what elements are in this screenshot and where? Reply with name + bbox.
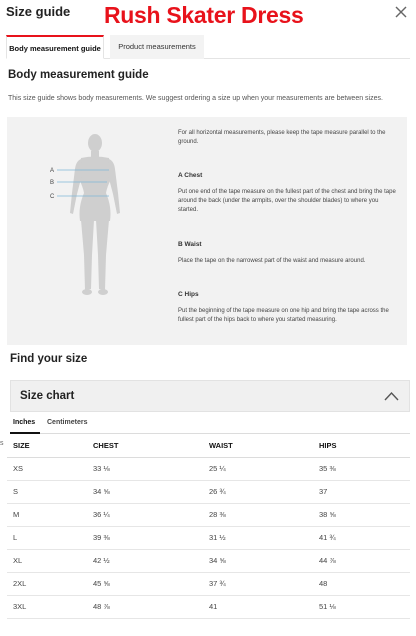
chest-cell: 33 ⅛ [93,457,209,480]
table-row [7,549,410,572]
chest-cell: 39 ⅜ [93,526,209,549]
hips-cell: 37 [319,480,410,503]
column-header-waist: WAIST [209,434,319,457]
unit-tabs [10,415,410,434]
step-text-chest: Put one end of the tape measure on the fullest part of the chest and bring the tape around the back (under the armpits, over the shoulder blades) to where you started. [178,189,396,213]
waist-cell: 34 ⅝ [209,549,319,572]
general-note: For all horizontal measurements, please keep the tape measure parallel to the ground. [178,130,386,145]
hips-cell: 44 ⅞ [319,549,410,572]
waist-cell: 28 ⅜ [209,503,319,526]
edge-text-fragment: s [0,440,4,447]
column-header-chest: CHEST [93,434,209,457]
waist-cell: 37 ¾ [209,572,319,595]
intro-text: This size guide shows body measurements. We suggest ordering a size up when your measurements are between sizes. [8,95,383,102]
tab-inches[interactable]: Inches [13,419,36,426]
find-your-size-title: Find your size [10,353,88,365]
table-row [7,480,410,503]
step-heading-chest: A Chest [178,172,203,179]
table-header-row [7,434,410,457]
figure-label-b: B [50,180,55,186]
body-figure-icon [45,131,145,297]
hips-cell: 38 ⅝ [319,503,410,526]
size-cell: 2XL [7,572,93,595]
chest-cell: 45 ⅝ [93,572,209,595]
figure-label-c: C [50,194,55,200]
column-header-hips: HIPS [319,434,410,457]
waist-cell: 25 ¼ [209,457,319,480]
table-row [7,457,410,480]
section-title: Body measurement guide [8,69,149,81]
modal-title: Size guide [6,4,71,19]
tab-centimeters[interactable]: Centimeters [47,419,88,426]
modal-header [0,0,416,30]
figure-label-a: A [50,168,55,174]
product-name: Rush Skater Dress [104,2,304,28]
chest-cell: 34 ⅝ [93,480,209,503]
size-table [7,434,410,619]
size-cell: XS [7,457,93,480]
chevron-up-icon[interactable] [384,391,399,401]
column-header-size: SIZE [7,434,93,457]
table-row [7,595,410,618]
step-heading-hips: C Hips [178,291,199,298]
tab-product-measurements[interactable]: Product measurements [110,35,204,59]
size-cell: 3XL [7,595,93,618]
waist-cell: 26 ¾ [209,480,319,503]
hips-cell: 35 ⅜ [319,457,410,480]
size-cell: M [7,503,93,526]
size-cell: S [7,480,93,503]
chest-cell: 42 ½ [93,549,209,572]
hips-cell: 48 [319,572,410,595]
waist-cell: 41 [209,595,319,618]
measurement-guide-panel [7,117,407,345]
guide-tabs [6,35,410,59]
step-text-hips: Put the beginning of the tape measure on one hip and bring the tape across the fullest part of the hips back to where you started measuring. [178,308,389,323]
size-chart-title: Size chart [20,390,75,402]
size-cell: L [7,526,93,549]
hips-cell: 41 ¾ [319,526,410,549]
table-row [7,503,410,526]
hips-cell: 51 ⅛ [319,595,410,618]
step-heading-waist: B Waist [178,241,202,248]
table-row [7,572,410,595]
step-text-waist: Place the tape on the narrowest part of the waist and measure around. [178,258,366,264]
close-icon[interactable] [394,5,408,19]
chest-cell: 48 ⅞ [93,595,209,618]
table-row [7,526,410,549]
waist-cell: 31 ½ [209,526,319,549]
tab-body-measurement-guide[interactable]: Body measurement guide [6,35,104,59]
chest-cell: 36 ¼ [93,503,209,526]
size-chart-accordion[interactable] [10,380,410,412]
size-cell: XL [7,549,93,572]
